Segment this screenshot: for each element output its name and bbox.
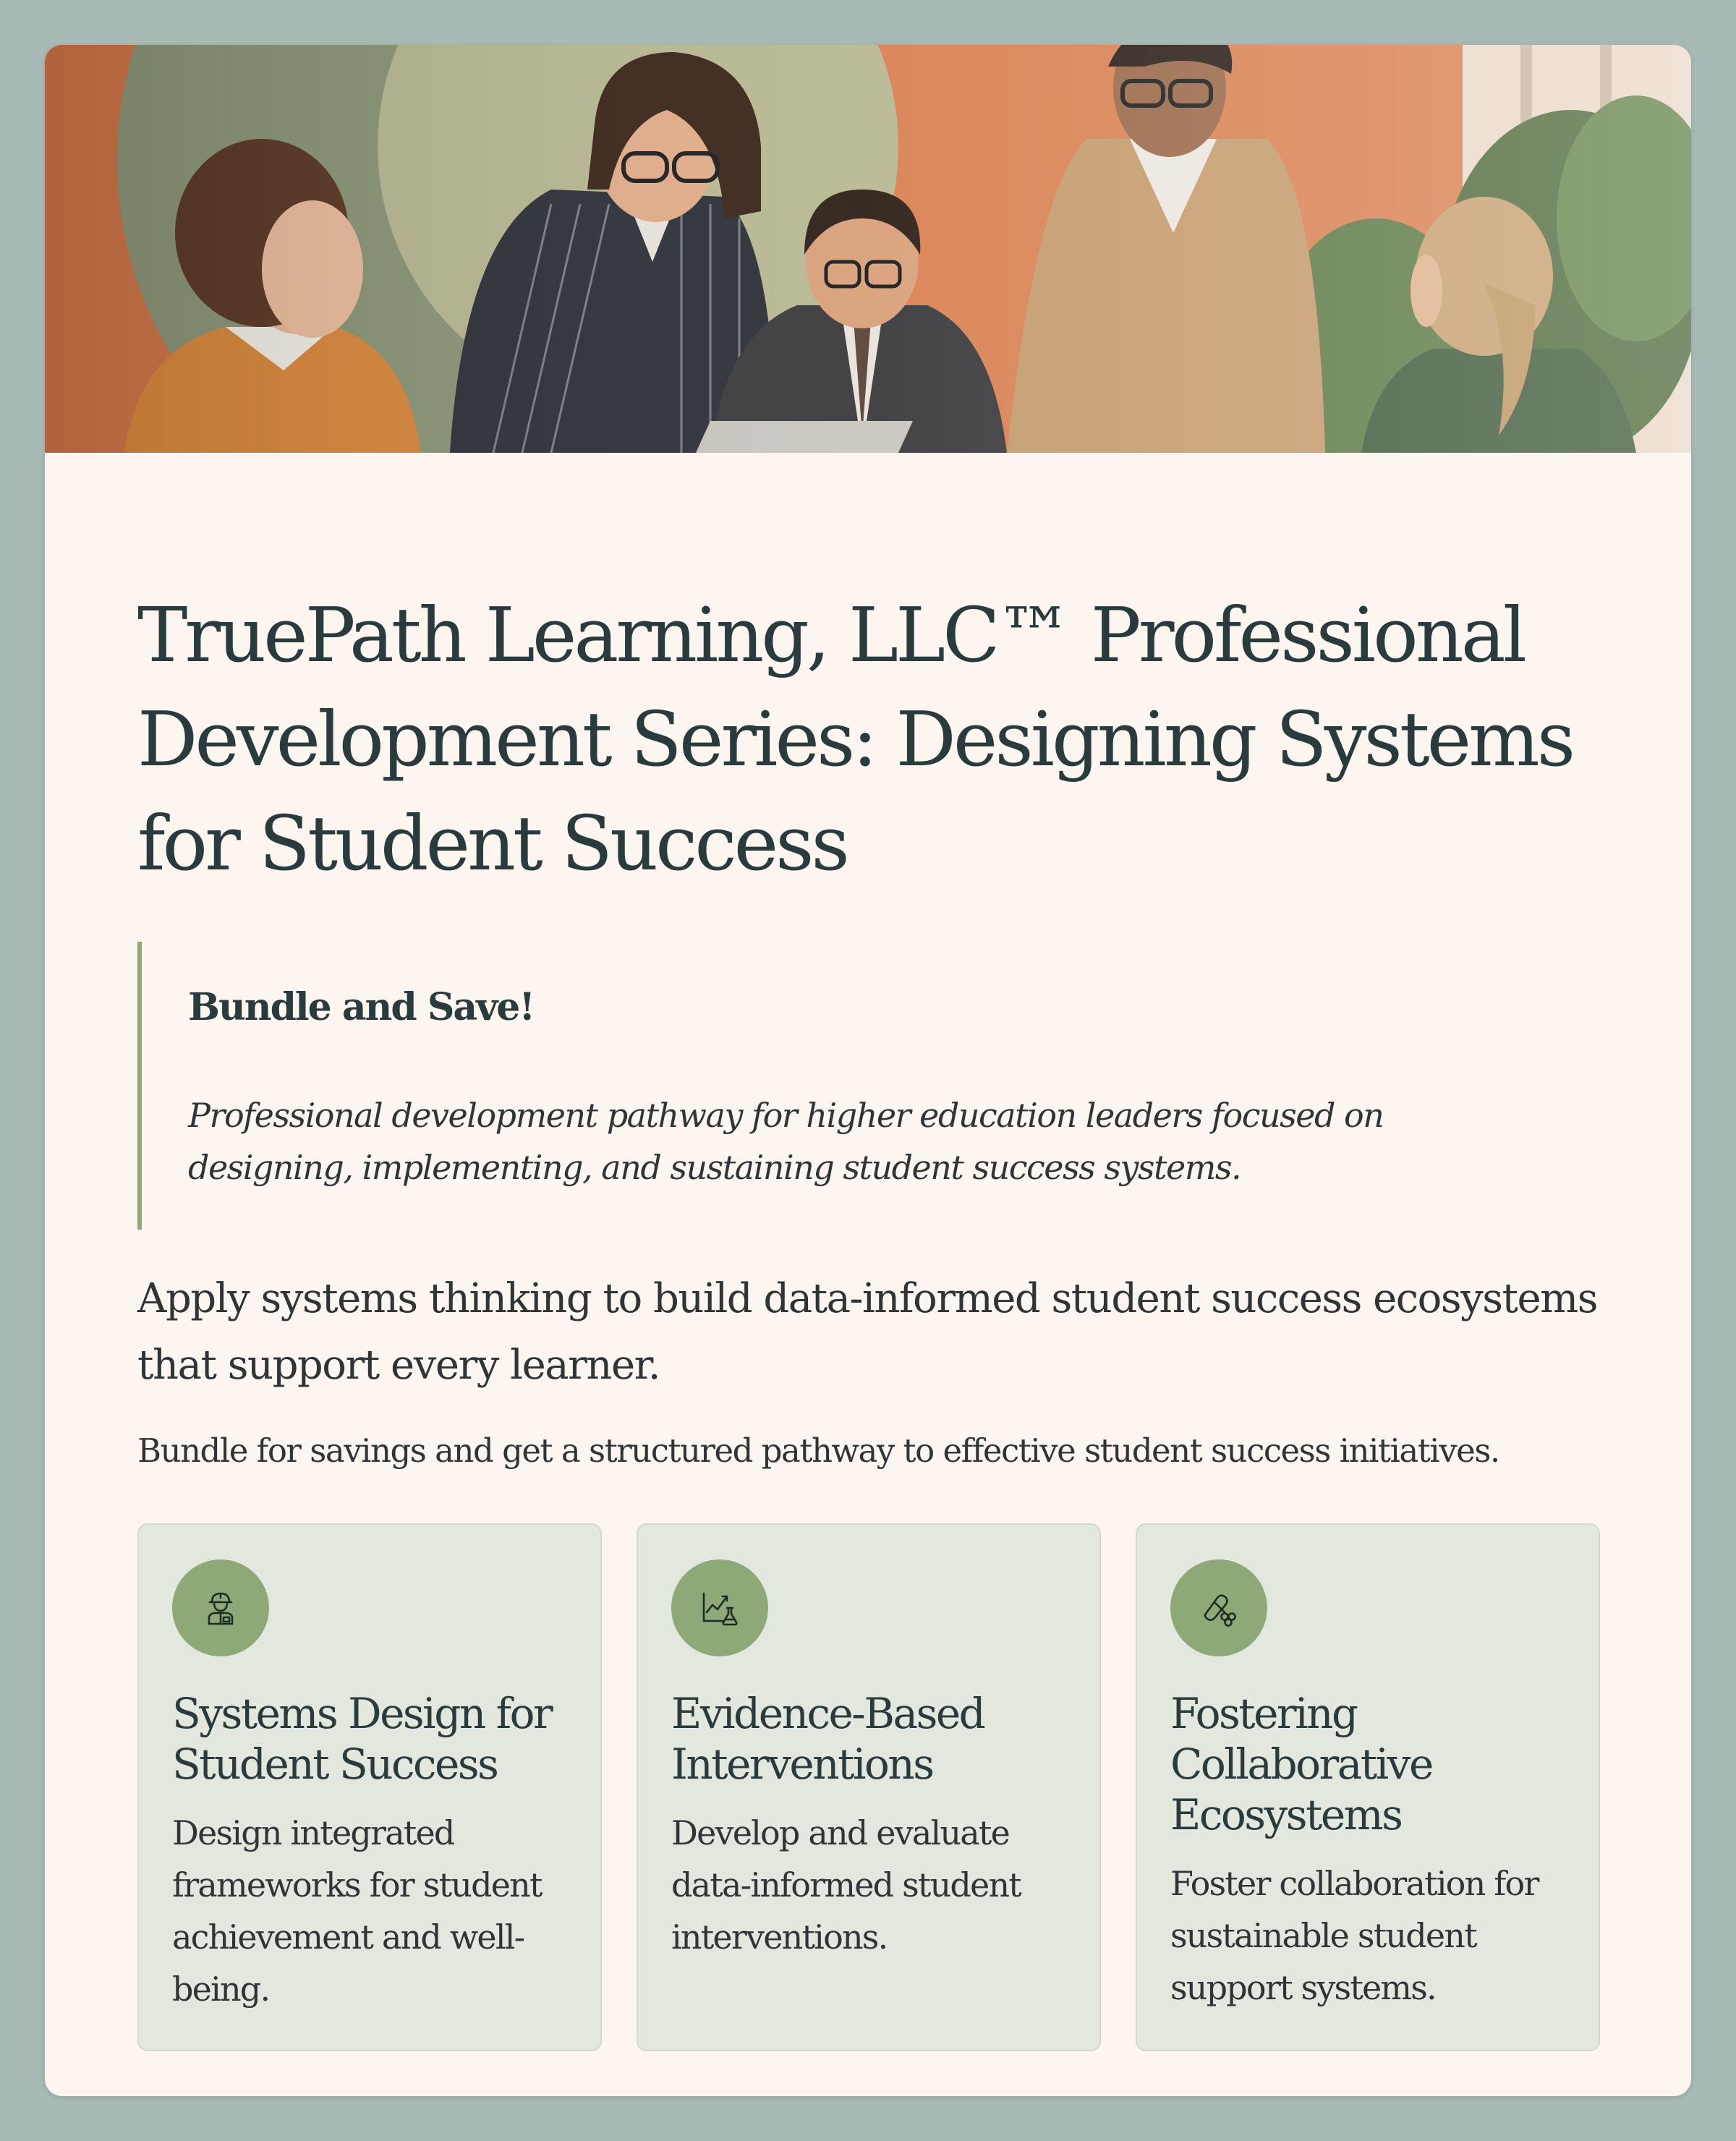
feature-card-systems-design xyxy=(137,1523,602,2051)
feature-title: Evidence-Based Interventions xyxy=(671,1689,984,1789)
lead-paragraph: Apply systems thinking to build data-informed student success ecosystems that support every learner. xyxy=(137,1275,1597,1389)
callout-heading: Bundle and Save! xyxy=(188,985,535,1029)
feature-title: Fostering Collaborative Ecosystems xyxy=(1170,1689,1432,1839)
sub-paragraph: Bundle for savings and get a structured pathway to effective student success initiatives. xyxy=(137,1431,1499,1470)
feature-card-evidence-interventions xyxy=(637,1523,1101,2051)
product-card xyxy=(45,45,1691,2096)
feature-cards xyxy=(137,1523,1600,2051)
feature-card-collaborative-ecosystems xyxy=(1136,1523,1600,2051)
collaboration-icon xyxy=(1197,1586,1241,1630)
feature-description: Foster collaboration for sustainable student support systems. xyxy=(1170,1864,1539,2007)
feature-description: Develop and evaluate data-informed student interventions. xyxy=(671,1813,1021,1957)
feature-icon-badge xyxy=(671,1559,768,1656)
feature-icon-badge xyxy=(1170,1559,1267,1656)
bundle-callout xyxy=(137,942,1584,1230)
page-title: TruePath Learning, LLC™ Professional Development Series: Designing Systems for Student Success xyxy=(137,591,1573,888)
feature-icon-badge xyxy=(172,1559,269,1656)
callout-text: Professional development pathway for higher education leaders focused on designing, implementing, and sustaining student success systems. xyxy=(188,1096,1384,1187)
feature-description: Design integrated frameworks for student achievement and well-being. xyxy=(172,1813,542,2009)
title-block xyxy=(137,583,1613,895)
worker-icon xyxy=(199,1586,242,1630)
hero-image xyxy=(45,45,1691,453)
team-meeting-photo xyxy=(45,45,1691,453)
chart-flask-icon xyxy=(698,1586,741,1630)
feature-title: Systems Design for Student Success xyxy=(172,1689,552,1789)
